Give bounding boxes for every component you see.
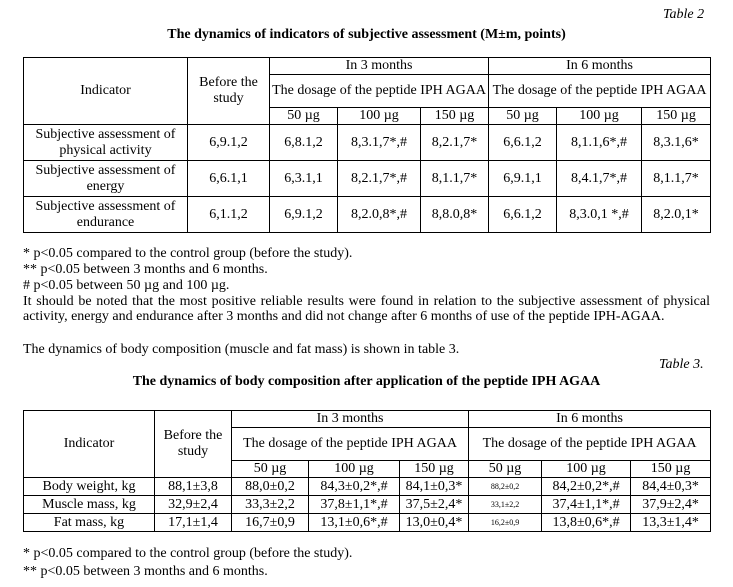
table-cell: 6,9.1,2 [270, 197, 338, 233]
table-cell: 13,1±0,6*,# [309, 514, 400, 532]
table-cell: 37,4±1,1*,# [542, 496, 631, 514]
table-row [24, 197, 711, 233]
table3 [23, 410, 711, 532]
table3-dose-header: 150 µg [631, 461, 711, 478]
table2-dosage-header-1: The dosage of the peptide IPH AGAA [270, 75, 489, 108]
table3-indicator-header: Indicator [24, 411, 155, 478]
table-cell: 8,3.1,6* [642, 125, 711, 161]
table-row [24, 496, 711, 514]
table3-dose-header: 100 µg [542, 461, 631, 478]
table-cell: 33,1±2,2 [469, 496, 542, 514]
table-cell: 17,1±1,4 [155, 514, 232, 532]
table-cell: 8,1.1,7* [421, 161, 489, 197]
table-cell: 6,6.1,1 [188, 161, 270, 197]
table3-dose-header: 50 µg [232, 461, 309, 478]
table-cell: 84,1±0,3* [400, 478, 469, 496]
table2-dose-header: 100 µg [338, 108, 421, 125]
row-label: Body weight, kg [24, 478, 155, 496]
table-cell: 13,8±0,6*,# [542, 514, 631, 532]
table-cell: 16,7±0,9 [232, 514, 309, 532]
table-cell: 8,2.0,1* [642, 197, 711, 233]
table-cell: 8,3.1,7*,# [338, 125, 421, 161]
table2 [23, 57, 711, 233]
table3-dose-header: 100 µg [309, 461, 400, 478]
table-cell: 84,3±0,2*,# [309, 478, 400, 496]
table-cell: 6,6.1,2 [489, 125, 557, 161]
table-cell: 13,3±1,4* [631, 514, 711, 532]
table2-period1-header: In 3 months [270, 58, 489, 75]
table-cell: 6,3.1,1 [270, 161, 338, 197]
table3-dosage-header-1: The dosage of the peptide IPH AGAA [232, 428, 469, 461]
table3-before-header: Before the study [155, 411, 232, 478]
table-cell: 32,9±2,4 [155, 496, 232, 514]
table2-note: ** p<0.05 between 3 months and 6 months. [23, 262, 268, 277]
table-cell: 88,2±0,2 [469, 478, 542, 496]
table3-dose-header: 150 µg [400, 461, 469, 478]
table2-caption: The dynamics of indicators of subjective assessment (M±m, points) [167, 27, 566, 42]
table-cell: 8,8.0,8* [421, 197, 489, 233]
table2-dosage-header-2: The dosage of the peptide IPH AGAA [489, 75, 711, 108]
row-label: Subjective assessment of physical activity [24, 125, 188, 161]
table2-period2-header: In 6 months [489, 58, 711, 75]
table-cell: 8,2.1,7* [421, 125, 489, 161]
table-cell: 13,0±0,4* [400, 514, 469, 532]
table-cell: 8,2.0,8*,# [338, 197, 421, 233]
table-cell: 6,9.1,2 [188, 125, 270, 161]
table-cell: 88,1±3,8 [155, 478, 232, 496]
table2-dose-header: 100 µg [557, 108, 642, 125]
table-cell: 16,2±0,9 [469, 514, 542, 532]
table-row [24, 478, 711, 496]
row-label: Subjective assessment of endurance [24, 197, 188, 233]
table-cell: 6,1.1,2 [188, 197, 270, 233]
table-cell: 6,6.1,2 [489, 197, 557, 233]
table-cell: 6,9.1,1 [489, 161, 557, 197]
table2-label: Table 2 [663, 7, 705, 22]
row-label: Muscle mass, kg [24, 496, 155, 514]
row-label: Subjective assessment of energy [24, 161, 188, 197]
table-cell: 37,8±1,1*,# [309, 496, 400, 514]
table2-note: * p<0.05 compared to the control group (before the study). [23, 246, 353, 261]
table-cell: 8,2.1,7*,# [338, 161, 421, 197]
row-label: Fat mass, kg [24, 514, 155, 532]
table3-label: Table 3. [659, 357, 704, 372]
table3-caption: The dynamics of body composition after application of the peptide IPH AGAA [132, 374, 601, 389]
table-cell: 84,2±0,2*,# [542, 478, 631, 496]
table-cell: 8,1.1,7* [642, 161, 711, 197]
table2-before-header: Before the study [188, 58, 270, 125]
table-cell: 6,8.1,2 [270, 125, 338, 161]
table2-dose-header: 150 µg [642, 108, 711, 125]
table-cell: 37,5±2,4* [400, 496, 469, 514]
table-cell: 37,9±2,4* [631, 496, 711, 514]
table2-dose-header: 150 µg [421, 108, 489, 125]
table-cell: 84,4±0,3* [631, 478, 711, 496]
table3-dosage-header-2: The dosage of the peptide IPH AGAA [469, 428, 711, 461]
table3-note: * p<0.05 compared to the control group (before the study). [23, 546, 353, 561]
table-row [24, 125, 711, 161]
table2-dose-header: 50 µg [270, 108, 338, 125]
table-cell: 8,1.1,6*,# [557, 125, 642, 161]
body-line: The dynamics of body composition (muscle and fat mass) is shown in table 3. [23, 342, 460, 357]
table2-dose-header: 50 µg [489, 108, 557, 125]
table2-indicator-header: Indicator [24, 58, 188, 125]
table3-note: ** p<0.05 between 3 months and 6 months. [23, 564, 268, 579]
table3-dose-header: 50 µg [469, 461, 542, 478]
table3-period1-header: In 3 months [232, 411, 469, 428]
table-row [24, 161, 711, 197]
table-cell: 8,3.0,1 *,# [557, 197, 642, 233]
table2-note: # p<0.05 between 50 µg and 100 µg. [23, 278, 230, 293]
table3-period2-header: In 6 months [469, 411, 711, 428]
table-cell: 33,3±2,2 [232, 496, 309, 514]
table-row [24, 514, 711, 532]
table-cell: 88,0±0,2 [232, 478, 309, 496]
body-paragraph: It should be noted that the most positive reliable results were found in relation to the subjective assessment of physical activity, energy and endurance after 3 months and did not change after 6 months of use of the peptide IPH-AGAA. [23, 294, 710, 324]
table-cell: 8,4.1,7*,# [557, 161, 642, 197]
